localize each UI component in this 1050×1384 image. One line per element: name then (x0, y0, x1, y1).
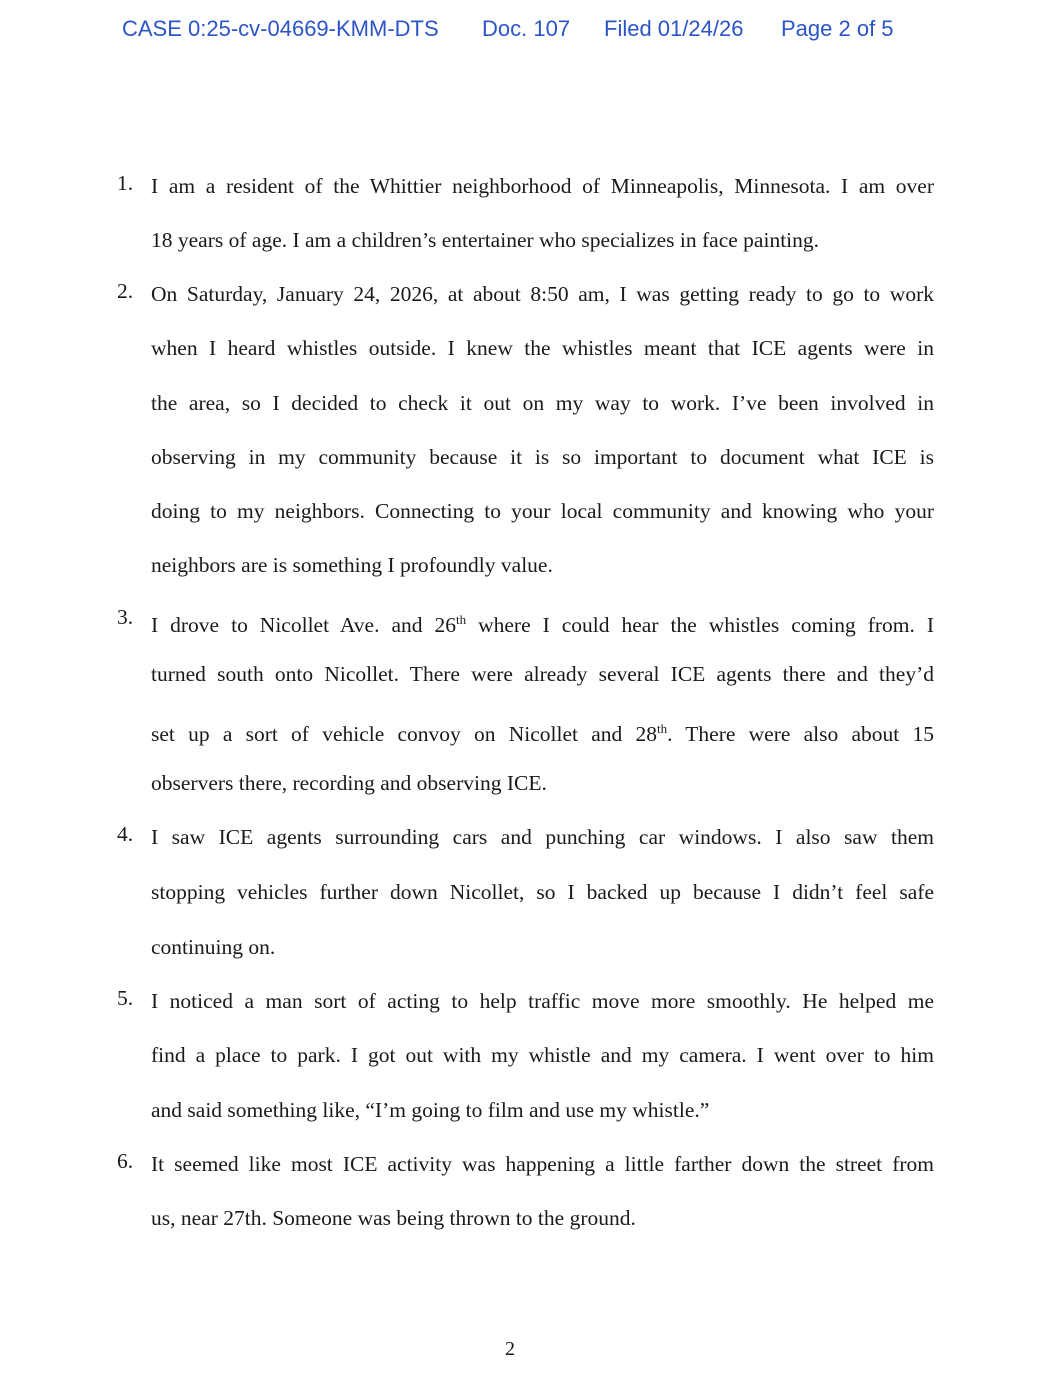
line-text: . There were also about 15 (667, 722, 934, 747)
paragraph-line: observing in my community because it is so important to document what ICE is (151, 445, 934, 469)
paragraph-line: continuing on. (151, 935, 276, 959)
paragraph-number: 3. (117, 605, 134, 629)
page-indicator: Page 2 of 5 (781, 16, 894, 41)
page-number: 2 (505, 1338, 515, 1360)
paragraph-line: I saw ICE agents surrounding cars and punching car windows. I also saw them (151, 825, 934, 849)
ordinal-superscript: th (455, 612, 467, 627)
paragraph-number: 2. (117, 279, 134, 303)
line-text: set up a sort of vehicle convoy on Nicollet and 28 (151, 722, 657, 747)
paragraph-line: when I heard whistles outside. I knew the whistles meant that ICE agents were in (151, 336, 934, 360)
paragraph-number: 6. (117, 1149, 134, 1173)
paragraph-line: observers there, recording and observing ICE. (151, 771, 547, 795)
ordinal-superscript: th (656, 721, 668, 736)
filed-date: Filed 01/24/26 (604, 16, 744, 41)
paragraph-line: doing to my neighbors. Connecting to your local community and knowing who your (151, 499, 934, 523)
paragraph-line: 18 years of age. I am a children’s entertainer who specializes in face painting. (151, 228, 820, 252)
paragraph-line: and said something like, “I’m going to film and use my whistle.” (151, 1098, 710, 1122)
line-text: I drove to Nicollet Ave. and 26 (151, 613, 456, 638)
paragraph-line: the area, so I decided to check it out on my way to work. I’ve been involved in (151, 391, 934, 415)
paragraph-line (151, 605, 935, 638)
paragraph-line: us, near 27th. Someone was being thrown to the ground. (151, 1206, 636, 1230)
line-text: where I could hear the whistles coming from. I (466, 613, 935, 638)
paragraph-line (151, 714, 934, 747)
case-number: CASE 0:25-cv-04669-KMM-DTS (122, 16, 439, 41)
paragraph-line: stopping vehicles further down Nicollet, so I backed up because I didn’t feel safe (151, 880, 934, 904)
paragraph-line: I noticed a man sort of acting to help traffic move more smoothly. He helped me (151, 989, 934, 1013)
paragraph-line: It seemed like most ICE activity was happening a little farther down the street from (151, 1152, 934, 1176)
paragraph-number: 4. (117, 822, 134, 846)
paragraph-line: On Saturday, January 24, 2026, at about 8:50 am, I was getting ready to go to work (151, 282, 934, 306)
paragraph-line: find a place to park. I got out with my whistle and my camera. I went over to him (151, 1043, 934, 1067)
court-filing-header (0, 16, 1050, 48)
paragraph-line: neighbors are is something I profoundly value. (151, 553, 553, 577)
paragraph-number: 1. (117, 171, 134, 195)
paragraph-line: turned south onto Nicollet. There were already several ICE agents there and they’d (151, 662, 934, 686)
paragraph-line: I am a resident of the Whittier neighborhood of Minneapolis, Minnesota. I am over (151, 174, 934, 198)
paragraph-number: 5. (117, 986, 134, 1010)
document-number: Doc. 107 (482, 16, 571, 41)
